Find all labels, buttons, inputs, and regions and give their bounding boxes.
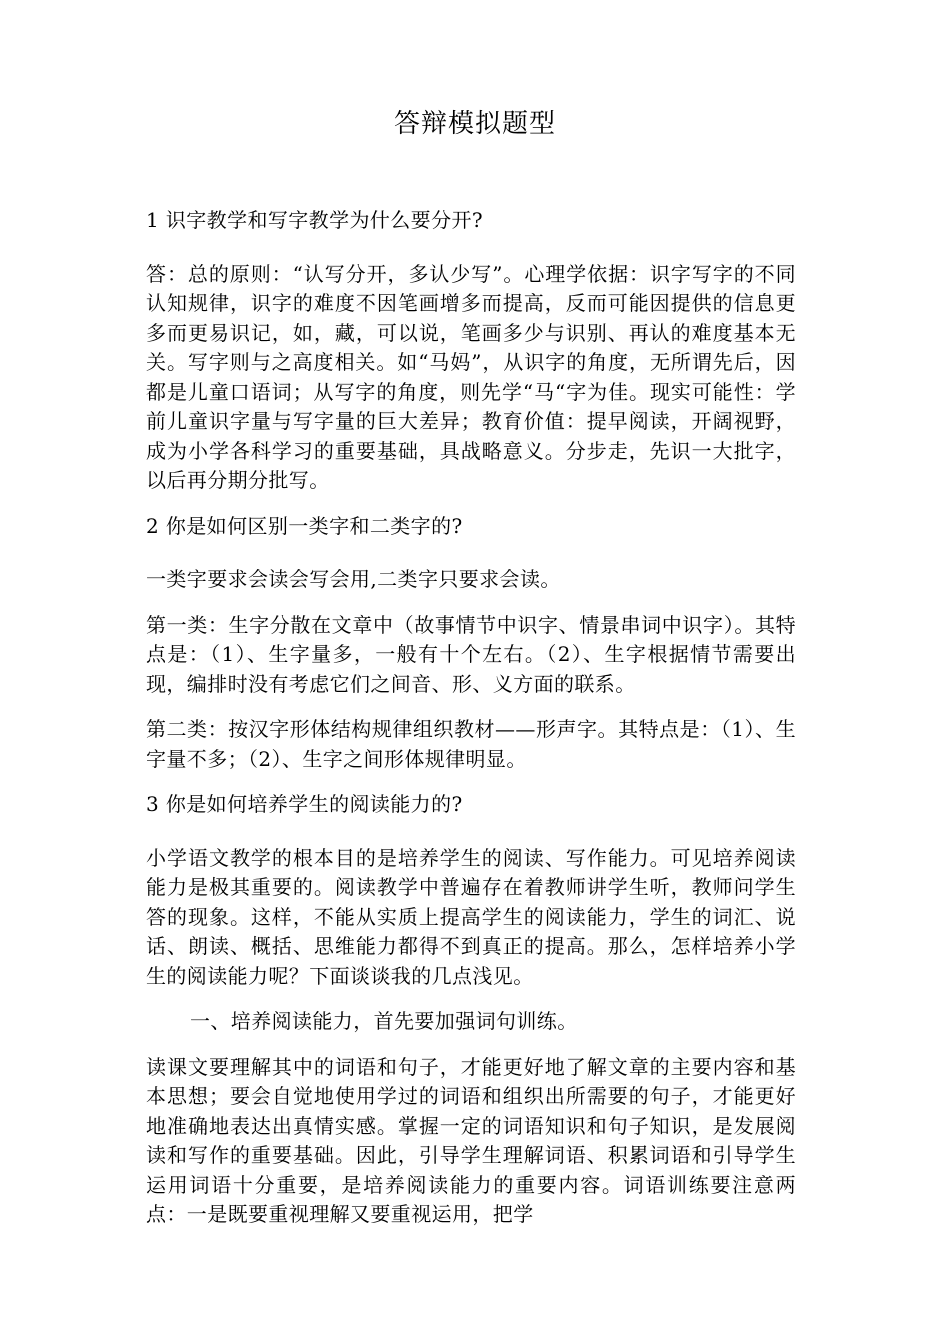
answer-3-intro: 小学语文教学的根本目的是培养学生的阅读、写作能力。可见培养阅读能力是极其重要的。阅读教学中普遍存在着教师讲学生听，教师问学生答的现象。这样，不能从实质上提高学生的阅读能力，学生的词汇、说话、朗读、概括、思维能力都得不到真正的提高。那么，怎样培养小学生的阅读能力呢？下面谈谈我的几点浅见。 (146, 845, 796, 988)
answer-2-summary: 一类字要求会读会写会用,二类字只要求会读。 (146, 567, 561, 591)
document-body (146, 206, 796, 1246)
question-3: 3 你是如何培养学生的阅读能力的? (146, 792, 463, 816)
answer-2-type-two: 第二类：按汉字形体结构规律组织教材——形声字。其特点是：（1）、生字量不多；（2）、生字之间形体规律明显。 (146, 717, 796, 771)
answer-3-section-body: 读课文要理解其中的词语和句子，才能更好地了解文章的主要内容和基本思想；要会自觉地使用学过的词语和组织出所需要的句子，才能更好地准确地表达出真情实感。掌握一定的词语知识和句子知识，是发展阅读和写作的重要基础。因此，引导学生理解词语、积累词语和引导学生运用词语十分重要，是培养阅读能力的重要内容。词语训练要注意两点：一是既要重视理解又要重视运用，把学 (146, 1054, 796, 1226)
question-1: 1 识字教学和写字教学为什么要分开? (146, 208, 484, 232)
answer-3-section-heading: 一、培养阅读能力，首先要加强词句训练。 (190, 1009, 578, 1033)
answer-2-type-one: 第一类：生字分散在文章中（故事情节中识字、情景串词中识字）。其特点是：（1）、生字量多，一般有十个左右。（2）、生字根据情节需要出现，编排时没有考虑它们之间音、形、义方面的联系。 (146, 612, 796, 696)
question-2: 2 你是如何区别一类字和二类字的? (146, 513, 463, 538)
answer-1: 答：总的原则：“认写分开，多认少写”。心理学依据：识字写字的不同认知规律，识字的难度不因笔画增多而提高，反而可能因提供的信息更多而更易识记，如，藏，可以说，笔画多少与识别、再认的难度基本无关。写字则与之高度相关。如“马妈”，从识字的角度，无所谓先后，因都是儿童口语词；从写字的角度，则先学“马“字为佳。现实可能性：学前儿童识字量与写字量的巨大差异；教育价值：提早阅读，开阔视野，成为小学各科学习的重要基础，具战略意义。分步走，先识一大批字，以后再分期分批写。 (146, 261, 796, 492)
document-title: 答辩模拟题型 (393, 109, 556, 139)
